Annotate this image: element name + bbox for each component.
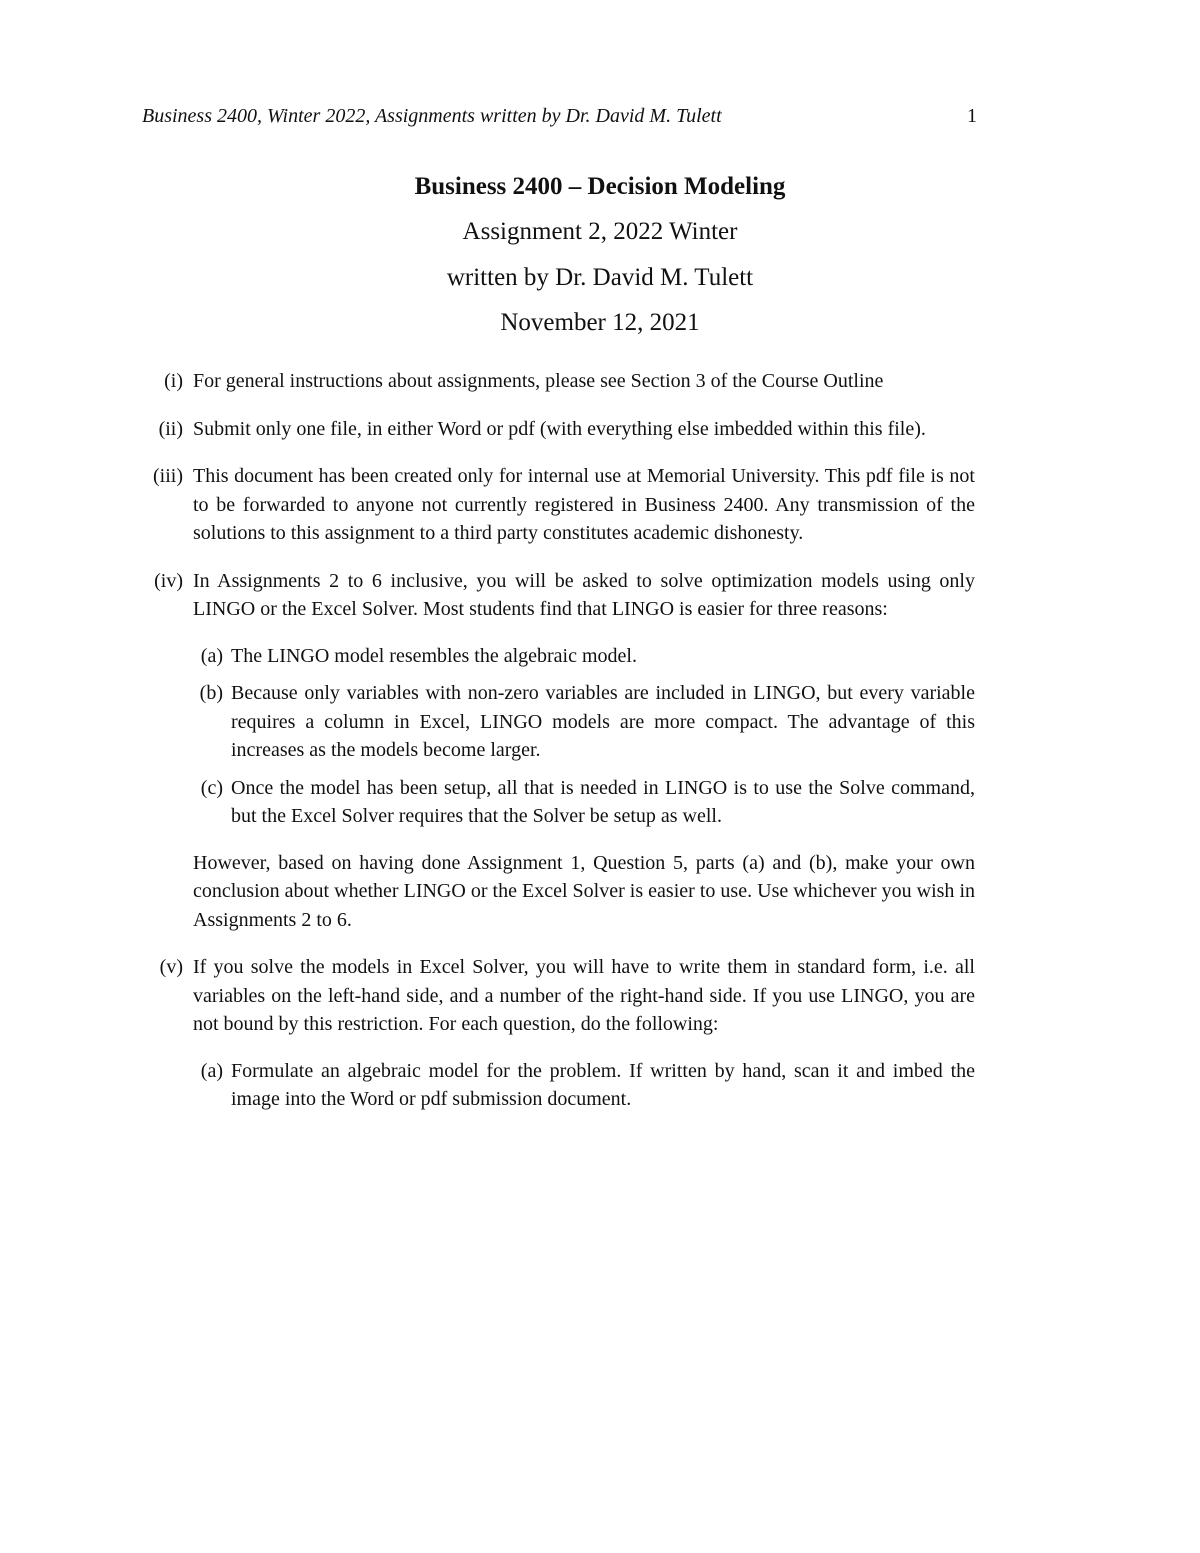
sub-item-marker: (a)	[200, 1059, 223, 1082]
item-text: In Assignments 2 to 6 inclusive, you will be asked to solve optimization models using only LINGO or the Excel Solver. Most students find that LINGO is easier for three reasons:	[193, 569, 975, 620]
running-title: Business 2400, Winter 2022, Assignments written by Dr. David M. Tulett	[142, 105, 722, 127]
item-followup-text: However, based on having done Assignment 1, Question 5, parts (a) and (b), make your own conclusion about whether LINGO or the Excel Solver is easier to use. Use whichever you wish in Assignments 2 to 6.	[193, 851, 975, 931]
item-text: This document has been created only for internal use at Memorial University. This pdf file is not to be forwarded to anyone not currently registered in Business 2400. Any transmission of the solutions to this assignment to a third party constitutes academic dishonesty.	[193, 465, 975, 544]
document-title: Business 2400 – Decision Modeling	[414, 173, 786, 200]
item-marker: (iv)	[154, 569, 183, 592]
instruction-list	[153, 367, 975, 1133]
sub-list	[200, 1057, 975, 1114]
sub-item-marker: (a)	[200, 644, 223, 667]
sub-list-item	[200, 1057, 975, 1114]
item-marker: (ii)	[158, 417, 183, 440]
item-text: Submit only one file, in either Word or pdf (with everything else imbedded within this file).	[193, 417, 926, 440]
sub-list-item	[200, 774, 975, 831]
sub-item-text: Because only variables with non-zero variables are included in LINGO, but every variable requires a column in Excel, LINGO models are more compact. The advantage of this increases as the models become larger.	[231, 682, 975, 761]
running-header	[142, 105, 977, 135]
sub-list-item	[199, 679, 975, 765]
author-line: written by Dr. David M. Tulett	[446, 264, 754, 291]
sub-list-item	[200, 642, 975, 671]
sub-item-text: Formulate an algebraic model for the problem. If written by hand, scan it and imbed the image into the Word or pdf submission document.	[231, 1059, 975, 1110]
list-item	[159, 953, 975, 1114]
sub-item-marker: (b)	[199, 682, 223, 704]
list-item	[158, 415, 975, 444]
item-marker: (v)	[159, 956, 183, 978]
sub-item-text: The LINGO model resembles the algebraic model.	[231, 644, 637, 667]
sub-item-text: Once the model has been setup, all that is needed in LINGO is to use the Solve command, but the Excel Solver requires that the Solver be setup as well.	[231, 776, 975, 827]
item-marker: (iii)	[153, 465, 183, 487]
sub-item-marker: (c)	[200, 776, 223, 799]
item-marker: (i)	[164, 370, 183, 392]
list-item	[164, 367, 975, 396]
page-number: 1	[967, 105, 977, 127]
item-text: If you solve the models in Excel Solver, you will have to write them in standard form, i.e. all variables on the left-hand side, and a number of the right-hand side. If you use LINGO, you are not bound by this restriction. For each question, do the following:	[193, 956, 975, 1035]
list-item	[153, 462, 975, 548]
list-item	[154, 567, 975, 935]
item-text: For general instructions about assignments, please see Section 3 of the Course Outline	[193, 370, 884, 392]
sub-list	[199, 642, 975, 831]
assignment-subtitle: Assignment 2, 2022 Winter	[462, 218, 738, 245]
date-line: November 12, 2021	[500, 309, 700, 336]
